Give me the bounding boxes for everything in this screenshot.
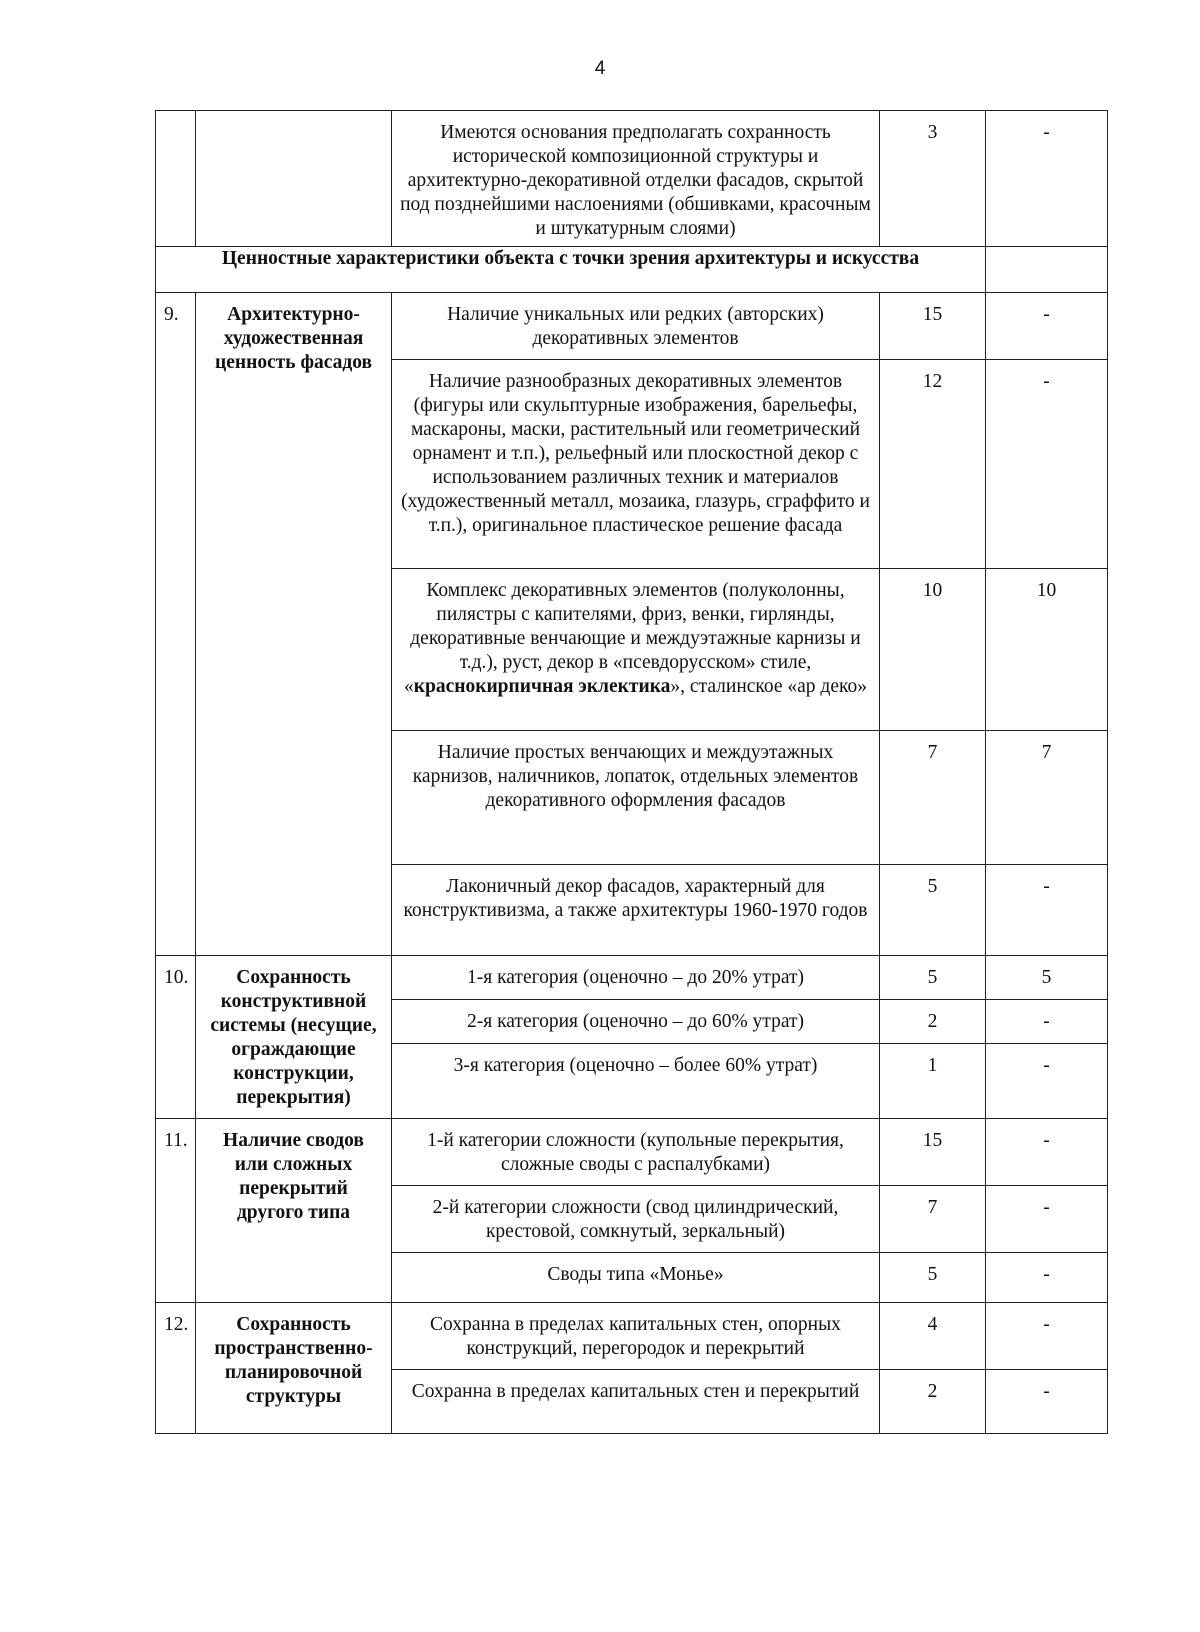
page-number: 4: [594, 58, 606, 79]
value-cell: -: [986, 293, 1108, 360]
table-row: [156, 111, 1108, 247]
value-cell: -: [986, 1370, 1108, 1434]
description-cell: Лаконичный декор фасадов, характерный для конструктивизма, а также архитектуры 1960-1970 годов: [392, 865, 880, 956]
score-cell: 5: [880, 865, 986, 956]
score-cell: 7: [880, 731, 986, 865]
description-cell: 3-я категория (оценочно – более 60% утрат): [392, 1044, 880, 1119]
table-row: [156, 1119, 1108, 1186]
value-cell: -: [986, 1186, 1108, 1253]
value-cell: -: [986, 1253, 1108, 1303]
table-row: [156, 956, 1108, 1000]
criterion-number: 9.: [156, 293, 196, 956]
description-cell: Наличие разнообразных декоративных элементов (фигуры или скульптурные изображения, барельефы, маскароны, маски, растительный или геометрический орнамент и т.п.), рельефный или плоскостной декор с использованием различных техник и материалов (художественный металл, мозаика, глазурь, сграффито и т.п.), оригинальное пластическое решение фасада: [392, 360, 880, 569]
criterion-number: 11.: [156, 1119, 196, 1303]
value-cell: -: [986, 865, 1108, 956]
score-cell: 3: [880, 111, 986, 247]
criterion-title: Архитектурно-художественная ценность фасадов: [196, 293, 392, 956]
criterion-title: Наличие сводов или сложных перекрытий другого типа: [196, 1119, 392, 1303]
value-cell: -: [986, 360, 1108, 569]
description-bold-text: краснокирпичная эклектика: [413, 676, 671, 697]
value-cell: -: [986, 1303, 1108, 1370]
score-cell: 1: [880, 1044, 986, 1119]
description-text: Комплекс декоративных элементов (полуколонны, пилястры с капителями, фриз, венки, гирлянды, декоративные венчающие и междуэтажные карнизы и т.д.), руст, декор в «псевдорусском» стиле, «: [403, 580, 861, 697]
section-title: Ценностные характеристики объекта с точки зрения архитектуры и искусства: [156, 247, 986, 293]
table-row: [156, 1303, 1108, 1370]
score-cell: 15: [880, 293, 986, 360]
section-header-row: [156, 247, 1108, 293]
section-empty-cell: [986, 247, 1108, 293]
score-cell: 7: [880, 1186, 986, 1253]
value-cell: 5: [986, 956, 1108, 1000]
score-cell: 4: [880, 1303, 986, 1370]
criteria-table: [155, 110, 1108, 1434]
criterion-title: Сохранность конструктивной системы (несущие, ограждающие конструкции, перекрытия): [196, 956, 392, 1119]
description-cell: Наличие простых венчающих и междуэтажных карнизов, наличников, лопаток, отдельных элементов декоративного оформления фасадов: [392, 731, 880, 865]
criterion-cell: [196, 111, 392, 247]
description-cell: Наличие уникальных или редких (авторских) декоративных элементов: [392, 293, 880, 360]
description-cell: 1-й категории сложности (купольные перекрытия, сложные своды с распалубками): [392, 1119, 880, 1186]
table-row: [156, 293, 1108, 360]
description-cell: 2-я категория (оценочно – до 60% утрат): [392, 1000, 880, 1044]
score-cell: 2: [880, 1000, 986, 1044]
description-cell: Сохранна в пределах капитальных стен и перекрытий: [392, 1370, 880, 1434]
description-cell: Своды типа «Монье»: [392, 1253, 880, 1303]
value-cell: 10: [986, 569, 1108, 731]
criterion-number: 12.: [156, 1303, 196, 1434]
score-cell: 15: [880, 1119, 986, 1186]
value-cell: 7: [986, 731, 1108, 865]
description-cell: [392, 569, 880, 731]
description-cell: 2-й категории сложности (свод цилиндрический, крестовой, сомкнутый, зеркальный): [392, 1186, 880, 1253]
score-cell: 12: [880, 360, 986, 569]
description-cell: 1-я категория (оценочно – до 20% утрат): [392, 956, 880, 1000]
description-cell: Имеются основания предполагать сохранность исторической композиционной структуры и архитектурно-декоративной отделки фасадов, скрытой под позднейшими наслоениями (обшивками, красочным и штукатурным слоями): [392, 111, 880, 247]
value-cell: -: [986, 1044, 1108, 1119]
score-cell: 5: [880, 1253, 986, 1303]
description-cell: Сохранна в пределах капитальных стен, опорных конструкций, перегородок и перекрытий: [392, 1303, 880, 1370]
num-cell: [156, 111, 196, 247]
score-cell: 2: [880, 1370, 986, 1434]
criterion-number: 10.: [156, 956, 196, 1119]
score-cell: 5: [880, 956, 986, 1000]
value-cell: -: [986, 1119, 1108, 1186]
score-cell: 10: [880, 569, 986, 731]
value-cell: -: [986, 1000, 1108, 1044]
description-text: », сталинское «ар деко»: [670, 676, 867, 697]
value-cell: -: [986, 111, 1108, 247]
criterion-title: Сохранность пространственно-планировочной структуры: [196, 1303, 392, 1434]
